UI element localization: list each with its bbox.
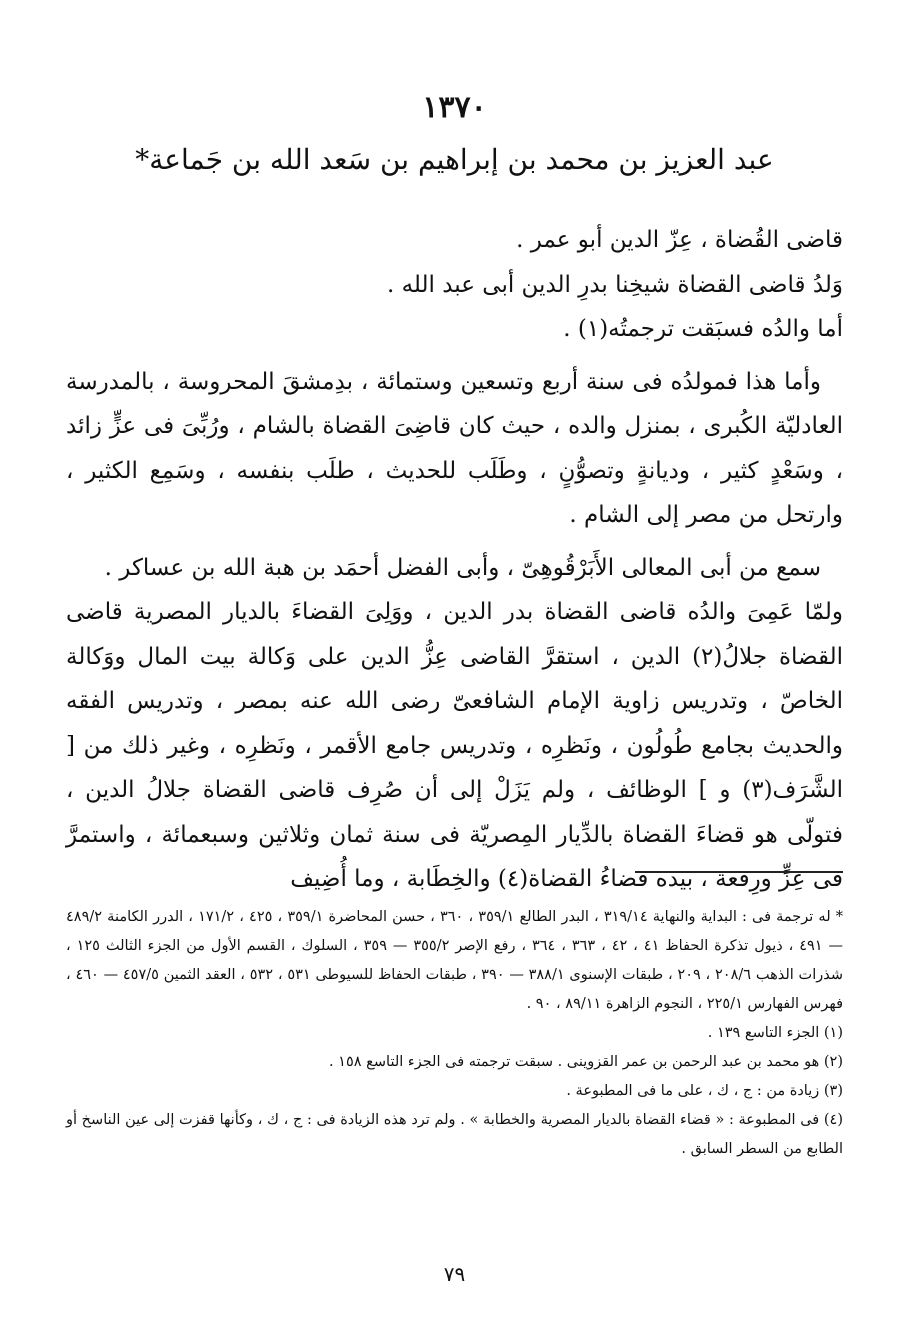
footnote: (٣) زيادة من : ج ، ك ، على ما فى المطبوعة . bbox=[566, 1083, 843, 1099]
paragraph: ولمّا عَمِىَ والدُه قاضى القضاة بدر الدين ، ووَلِىَ القضاءَ بالديار المصرية قاضى القضاة جلالُ(٢) الدين ، استقرَّ القاضى عِزُّ الدين على وَكالة بيت المال ووَكالة الخاصّ ، وتدريس زاوية الإمام الشافعىّ رضى الله عنه بمصر ، وتدريس الفقه والحديث بجامع طُولُون ، ونَظرِه ، وتدريس جامع الأقمر ، ونَظرِه ، وغير ذلك من [ الشَّرَف(٣) و ] الوظائف ، ولم يَزَلْ إلى أن صُرِف قاضى القضاة جلالُ الدين ، فتولّى هو قضاءَ القضاة بالدِّيار المِصريّة فى سنة ثمان وثلاثين وسبعمائة ، واستمرَّ فى عِزٍّ ورِفعة ، بيده قضاءُ القضاة(٤) والخِطَابة ، وما أُضِيف bbox=[66, 599, 843, 892]
paragraph: أما والدُه فسبَقت ترجمتُه(١) . bbox=[563, 316, 843, 342]
main-text bbox=[66, 218, 843, 902]
footnote: (٤) فى المطبوعة : « قضاء القضاة بالديار المصرية والخطابة » . ولم ترد هذه الزيادة فى : ج ، ك ، وكأنها قفزت إلى عين الناسخ أو الطابع من السطر السابق . bbox=[66, 1112, 843, 1157]
paragraph: قاضى القُضاة ، عِزّ الدين أبو عمر . bbox=[516, 227, 843, 253]
footnote: (٢) هو محمد بن عبد الرحمن بن عمر القزوينى . سبقت ترجمته فى الجزء التاسع ١٥٨ . bbox=[328, 1054, 843, 1070]
page-number: ٧٩ bbox=[443, 1262, 466, 1286]
footnote-divider bbox=[635, 871, 843, 873]
footnote-sources: * له ترجمة فى : البداية والنهاية ٣١٩/١٤ ، البدر الطالع ٣٥٩/١ ، ٣٦٠ ، حسن المحاضرة ٣٥٩/١ ، ٤٢٥ ، ١٧١/٢ ، الدرر الكامنة ٤٨٩/٢ — ٤٩١ ، ذيول تذكرة الحفاظ ٤١ ، ٤٢ ، ٣٦٣ ، ٣٦٤ ، رفع الإصر ٣٥٥/٢ — ٣٥٩ ، السلوك ، القسم الأول من الجزء الثالث ١٢٥ ، شذرات الذهب ٢٠٨/٦ ، ٢٠٩ ، طبقات الإسنوى ٣٨٨/١ — ٣٩٠ ، طبقات الحفاظ للسيوطى ٥٣١ ، ٥٣٢ ، العقد الثمين ٤٥٧/٥ — ٤٦٠ ، فهرس الفهارس ٢٢٥/١ ، النجوم الزاهرة ٨٩/١١ ، ٩٠ . bbox=[66, 909, 843, 1012]
paragraph: وأما هذا فمولدُه فى سنة أربع وتسعين وستمائة ، بدِمشقَ المحروسة ، بالمدرسة العادليّة الكُبرى ، بمنزل والده ، حيث كان قاضِىَ القضاة بالشام ، ورُبِّىَ فى عزٍّ زائد ، وسَعْدٍ كثير ، وديانةٍ وتصوُّنٍ ، وطَلَب للحديث ، طلَب بنفسه ، وسَمِع الكثير ، وارتحل من مصر إلى الشام . bbox=[66, 368, 843, 528]
paragraph: سمع من أبى المعالى الأَبَرْقُوهِىّ ، وأبى الفضل أحمَد بن هبة الله بن عساكر . bbox=[104, 554, 821, 581]
entry-number: ١٣٧٠ bbox=[422, 90, 487, 125]
footnotes bbox=[66, 903, 843, 1164]
entry-title: عبد العزيز بن محمد بن إبراهيم بن سَعد الله بن جَماعة* bbox=[135, 143, 774, 176]
paragraph: وَلدُ قاضى القضاة شيخِنا بدرِ الدين أبى عبد الله . bbox=[386, 271, 843, 298]
footnote: (١) الجزء التاسع ١٣٩ . bbox=[707, 1025, 843, 1041]
